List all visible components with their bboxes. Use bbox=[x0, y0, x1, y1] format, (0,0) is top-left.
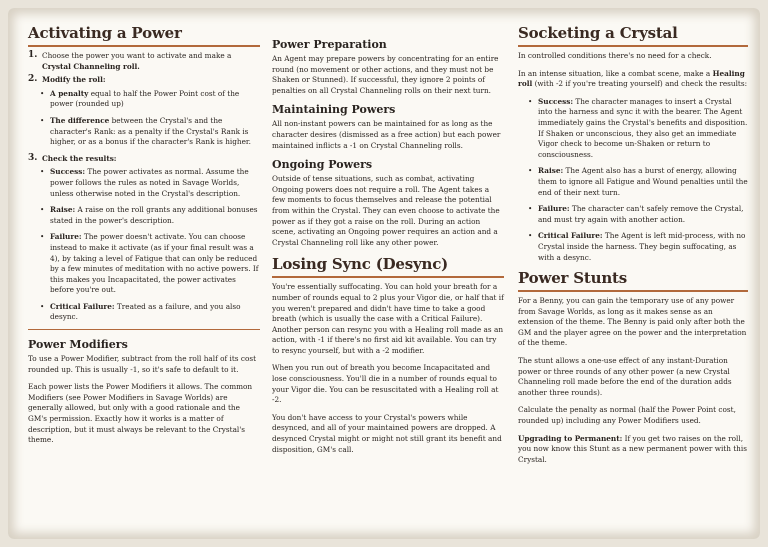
paragraph: Outside of tense situations, such as combat, activating Ongoing powers does not require a roll. The Agent takes a few moments to focus themselves and release the potential from within the Crystal. They can even choose to activate the power as if they got a raise on the roll. During an action scene, activating an Ongoing power requires an action and a Crystal Channeling roll like any other power. bbox=[272, 174, 500, 247]
heading-maintaining-powers: Maintaining Powers bbox=[272, 103, 396, 117]
step-bold: Check the results: bbox=[42, 153, 117, 163]
column-right bbox=[518, 24, 748, 472]
paragraph: For a Benny, you can gain the temporary use of any power from Savage Worlds, as long as it makes sense as an extension of the theme. The Benny is paid only after both the GM and the player agree on the power and the interpretation of the theme. bbox=[518, 296, 747, 348]
bullet-icon: • bbox=[40, 232, 45, 242]
item-text: The character can't safely remove the Crystal, and must try again with another action. bbox=[538, 204, 744, 224]
heading-ongoing-powers: Ongoing Powers bbox=[272, 158, 373, 172]
item-bold: The difference bbox=[50, 115, 110, 125]
list-item bbox=[518, 204, 748, 225]
paragraph: An Agent may prepare powers by concentrating for an entire round (no movement or other actions, and they must not be Shaken or Stunned). If successful, they ignore 2 points of penalties on all Crystal Channeling rolls on their next turn. bbox=[272, 54, 499, 95]
paragraph: You don't have access to your Crystal's powers while desynced, and all of your maintained powers are dropped. A desynced Crystal might or might not still grant its benefit and disposition, GM's call. bbox=[272, 412, 502, 454]
list-item bbox=[518, 97, 748, 161]
item-bold: Raise: bbox=[538, 166, 564, 176]
list-item bbox=[518, 166, 748, 198]
bullet-icon: • bbox=[40, 205, 45, 215]
bullet-icon: • bbox=[40, 115, 45, 125]
step-1 bbox=[28, 51, 260, 72]
step-number: 2. bbox=[28, 74, 38, 85]
section-title-socketing: Socketing a Crystal bbox=[518, 24, 748, 47]
paragraph-text: In an intense situation, like a combat scene, make a bbox=[518, 68, 713, 78]
item-text: Treated as a failure, and you also desync. bbox=[50, 301, 241, 322]
bullet-icon: • bbox=[528, 204, 533, 214]
modify-list bbox=[28, 89, 260, 148]
results-list bbox=[28, 167, 260, 323]
list-item bbox=[28, 302, 260, 323]
paragraph-bold: Upgrading to Permanent: bbox=[518, 433, 623, 443]
paragraph bbox=[518, 69, 748, 90]
heading-power-preparation: Power Preparation bbox=[272, 38, 387, 51]
item-bold: Raise: bbox=[50, 205, 76, 215]
bullet-icon: • bbox=[528, 231, 533, 241]
item-bold: Critical Failure: bbox=[50, 301, 115, 311]
step-bold: Crystal Channeling roll. bbox=[42, 61, 140, 71]
item-text: The Agent is left mid-process, with no Crystal inside the harness. They begin suffocating, as with a desync. bbox=[538, 231, 746, 262]
paragraph-text: (with -2 if you're treating yourself) and check the results: bbox=[532, 79, 748, 89]
list-item bbox=[28, 89, 260, 110]
paragraph: Calculate the penalty as normal (half the Power Point cost, rounded up) including any Power Modifiers used. bbox=[518, 405, 736, 426]
item-text: The Agent also has a burst of energy, allowing them to ignore all Fatigue and Wound penalties until the end of their next turn. bbox=[538, 166, 748, 197]
item-text: A raise on the roll grants any additional bonuses stated in the power's description. bbox=[50, 205, 258, 225]
section-title-activating: Activating a Power bbox=[28, 24, 260, 47]
paragraph: The stunt allows a one-use effect of any instant-Duration power or three rounds of any other power (a new Crystal Channeling roll made before the end of the duration adds another three rounds). bbox=[518, 356, 732, 397]
column-middle bbox=[272, 38, 504, 462]
list-item bbox=[28, 167, 260, 199]
step-2 bbox=[28, 75, 260, 86]
item-text: The power doesn't activate. You can choose instead to make it activate (as if your final result was a 4), by taking a level of Fatigue that can only be reduced by a few minutes of meditation with no active powers. If this makes you Incapacitated, the power activates before you're out. bbox=[50, 232, 259, 295]
item-text: equal to half the Power Point cost of the power (rounded up) bbox=[50, 88, 240, 109]
step-text: Choose the power you want to activate and make a bbox=[42, 51, 232, 60]
bullet-icon: • bbox=[40, 167, 45, 177]
section-title-desync: Losing Sync (Desync) bbox=[272, 255, 504, 278]
step-number: 1. bbox=[28, 50, 38, 60]
paragraph: Each power lists the Power Modifiers it allows. The common Modifiers (see Power Modifiers in Savage Worlds) are generally allowed, but only with a good rationale and the GM's permission. Exactly how it works is a matter of description, but it must always be relevant to the Crystal's theme. bbox=[28, 382, 253, 445]
divider bbox=[28, 329, 260, 330]
bullet-icon: • bbox=[40, 88, 45, 98]
section-title-stunts: Power Stunts bbox=[518, 269, 748, 292]
list-item bbox=[28, 205, 260, 226]
paragraph-bold: Healing roll bbox=[518, 68, 745, 89]
item-bold: Critical Failure: bbox=[538, 231, 603, 241]
paragraph: All non-instant powers can be maintained for as long as the character desires (dismissed as a free action) but each power maintained inflicts a -1 on Crystal Channeling rolls. bbox=[272, 119, 501, 150]
bullet-icon: • bbox=[528, 96, 533, 106]
column-left bbox=[28, 24, 260, 453]
paragraph-text: If you get two raises on the roll, you now know this Stunt as a new permanent power with this Crystal. bbox=[518, 433, 747, 464]
step-bold: Modify the roll: bbox=[42, 75, 106, 85]
step-number: 3. bbox=[28, 152, 38, 163]
item-bold: A penalty bbox=[50, 88, 89, 98]
item-bold: Failure: bbox=[50, 232, 82, 242]
paragraph: You're essentially suffocating. You can hold your breath for a number of rounds equal to 2 plus your Vigor die, or half that if you weren't prepared and didn't have time to take a good breath (which is usually the case with a Critical Failure). Another person can resync you with a Healing roll made as an action, with -1 if there's no first aid kit available. You can try to resync yourself, but with a -2 modifier. bbox=[272, 282, 504, 355]
paragraph: When you run out of breath you become Incapacitated and lose consciousness. You'll die in a number of rounds equal to your Vigor die. You can be resuscitated with a Healing roll at -2. bbox=[272, 363, 499, 405]
list-item bbox=[518, 231, 748, 263]
item-bold: Success: bbox=[50, 167, 86, 177]
heading-power-modifiers: Power Modifiers bbox=[28, 338, 128, 352]
paragraph bbox=[518, 434, 748, 466]
item-text: between the Crystal's and the character's Rank: as a penalty if the Crystal's Rank is higher, or as a bonus if the character's Rank is higher. bbox=[50, 115, 251, 147]
list-item bbox=[28, 232, 260, 296]
item-text: The character manages to insert a Crystal into the harness and sync it with the bearer. The Agent immediately gains the Crystal's benefits and disposition. If Shaken or unconscious, they also get an immediate Vigor check to become un-Shaken or return to consciousness. bbox=[538, 96, 748, 159]
item-bold: Failure: bbox=[538, 204, 570, 214]
socket-results-list bbox=[518, 97, 748, 263]
step-3 bbox=[28, 154, 260, 165]
rules-page bbox=[8, 8, 760, 539]
paragraph: In controlled conditions there's no need for a check. bbox=[518, 51, 712, 60]
bullet-icon: • bbox=[40, 301, 45, 311]
paragraph: To use a Power Modifier, subtract from the roll half of its cost rounded up. This is usually -1, so it's safe to default to it. bbox=[28, 354, 257, 374]
bullet-icon: • bbox=[528, 166, 533, 176]
item-bold: Success: bbox=[538, 96, 574, 106]
item-text: The power activates as normal. Assume the power follows the rules as noted in Savage Worlds, unless otherwise noted in the Crystal's description. bbox=[50, 167, 249, 198]
list-item bbox=[28, 116, 260, 148]
